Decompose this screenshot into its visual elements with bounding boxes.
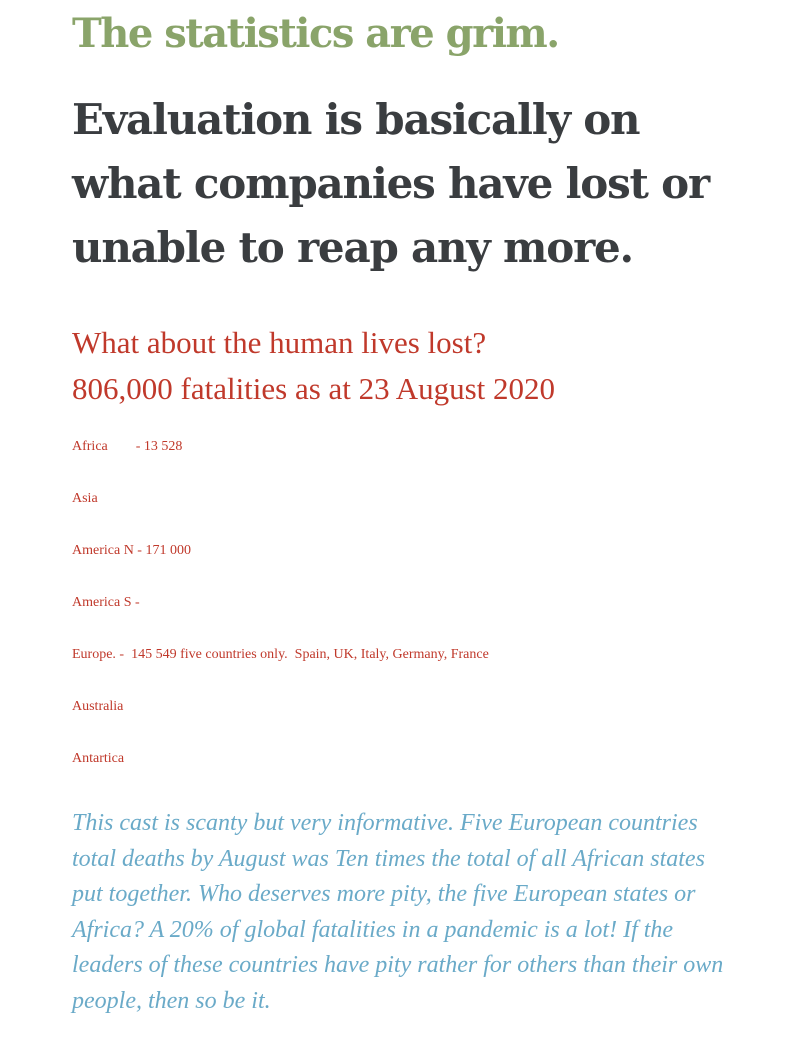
region-stat-africa: Africa - 13 528	[72, 439, 183, 454]
region-stat-america-north: America N - 171 000	[72, 543, 191, 558]
commentary-paragraph: This cast is scanty but very informative. Five European countries total deaths by August was Ten times the total of all African states put together. Who deserves more pity, the five European states or Africa? A 20% of global fatalities in a pandemic is a lot! If the leaders of these countries have pity rather for others than their own people, then so be it.	[72, 810, 724, 1014]
headline-line: what companies have lost or	[72, 159, 709, 208]
page-title: The statistics are grim.	[72, 10, 559, 57]
region-stat-europe: Europe. - 145 549 five countries only. Spain, UK, Italy, Germany, France	[72, 647, 489, 662]
question-line: What about the human lives lost?	[72, 325, 487, 360]
question-block	[72, 320, 772, 412]
document-page	[72, 0, 772, 1043]
fatalities-line: 806,000 fatalities as at 23 August 2020	[72, 371, 556, 406]
region-stat-asia: Asia	[72, 491, 98, 506]
headline	[72, 88, 772, 280]
region-stat-antarctica: Antartica	[72, 751, 125, 766]
headline-line: Evaluation is basically on	[72, 95, 640, 144]
region-stats-list	[72, 438, 772, 802]
region-stat-america-south: America S -	[72, 595, 140, 610]
headline-line: unable to reap any more.	[72, 223, 633, 272]
region-stat-australia: Australia	[72, 699, 124, 714]
